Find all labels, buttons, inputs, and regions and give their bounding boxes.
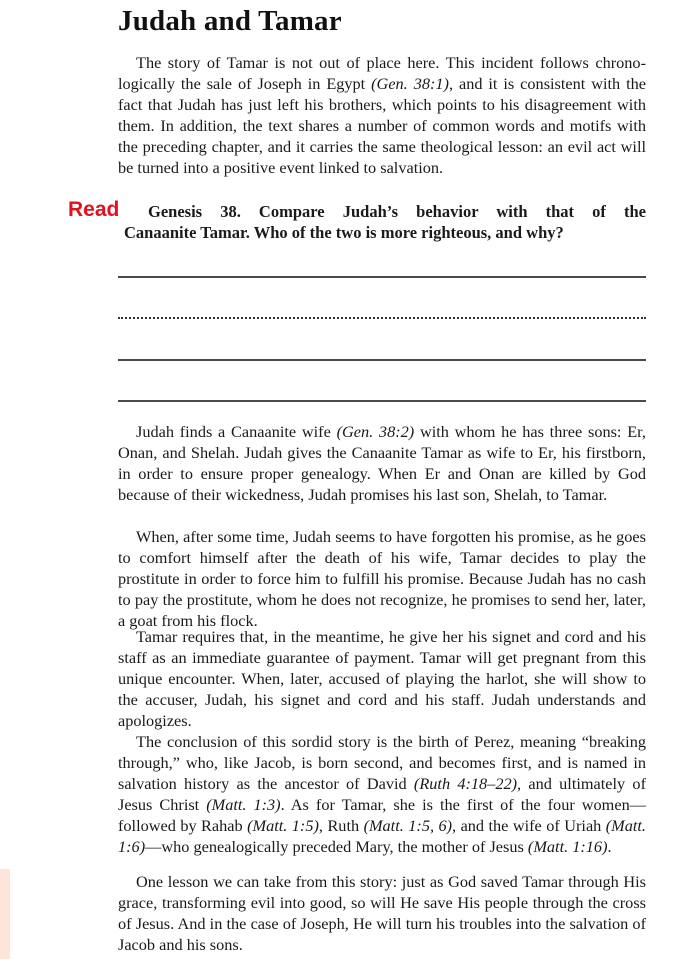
body-paragraph — [118, 626, 646, 731]
scripture-reference: (Ruth 4:18–22) — [413, 774, 518, 793]
margin-color-bar — [0, 869, 10, 959]
answer-line[interactable] — [118, 359, 646, 361]
body-text: Judah finds a Canaanite wife — [136, 422, 337, 441]
body-text: . As for Tamar, she is the first of the four women—followed by Rahab — [118, 795, 646, 835]
intro-text: The story of Tamar is not out of place here. This incident follows chrono-logically the sale of Joseph in Egypt — [118, 53, 646, 93]
intro-paragraph — [118, 52, 646, 178]
body-text: with whom he has three sons: Er, Onan, and Shelah. Judah gives the Canaanite Tamar as wife to Er, his firstborn, in order to ensure proper genealogy. When Er and Onan are killed by God because of their wickedness, Judah promises his last son, Shelah, to Tamar. — [118, 422, 646, 504]
read-label: Read — [68, 198, 120, 221]
body-paragraph — [118, 871, 646, 955]
answer-line[interactable] — [118, 317, 646, 319]
scripture-reference: (Matt. 1:3) — [206, 795, 281, 814]
body-paragraph — [118, 526, 646, 631]
body-paragraph — [118, 421, 646, 505]
scripture-reference: (Gen. 38:2) — [336, 422, 415, 441]
scripture-reference: (Matt. 1:5) — [247, 816, 319, 835]
read-question — [124, 201, 646, 243]
answer-line[interactable] — [118, 276, 646, 278]
scripture-reference: (Matt. 1:6) — [118, 816, 647, 856]
answer-line[interactable] — [118, 400, 646, 402]
body-paragraph — [118, 731, 646, 857]
body-text: , Ruth — [318, 816, 364, 835]
body-text: One lesson we can take from this story: just as God saved Tamar through His grace, transforming evil into good, so will He save His people through the cross of Jesus. And in the case of Joseph, He will turn his troubles into the salvation of Jacob and his sons. — [118, 872, 646, 954]
read-question-line-2: Canaanite Tamar. Who of the two is more righteous, and why? — [124, 223, 564, 242]
body-text: When, after some time, Judah seems to have forgotten his promise, as he goes to comfort himself after the death of his wife, Tamar decides to play the prostitute in order to force him to fulfill his promise. Because Judah has no cash to pay the prostitute, whom he does not recognize, he promises to send her, later, a goat from his flock. — [118, 527, 646, 630]
scripture-reference: (Matt. 1:5, 6) — [363, 816, 453, 835]
scripture-reference: (Matt. 1:16) — [527, 837, 608, 856]
body-text: , and the wife of Uriah — [452, 816, 606, 835]
scripture-reference: (Gen. 38:1) — [371, 74, 449, 93]
body-text: Tamar requires that, in the meantime, he give her his signet and cord and his staff as an immediate guarantee of payment. Tamar will get pregnant from this unique encounter. When, later, accused of playing the harlot, she will show to the accuser, Judah, his signet and cord and his staff. Judah understands and apologizes. — [118, 627, 646, 730]
read-question-line-1: Genesis 38. Compare Judah’s behavior with that of the — [148, 202, 646, 221]
body-text: —who genealogically preceded Mary, the mother of Jesus — [145, 837, 528, 856]
intro-text: , and it is consistent with the fact that Judah has just left his brothers, which points to his disagreement with them. In addition, the text shares a number of common words and motifs with the preceding chapter, and it carries the same theological lesson: an evil act will be turned into a positive event linked to salvation. — [118, 74, 647, 177]
body-text: The conclusion of this sordid story is the birth of Perez, meaning “breaking through,” who, like Jacob, is born second, and becomes first, and is named in salvation history as the ancestor of David — [118, 732, 646, 793]
body-text: . — [607, 837, 612, 856]
page-title: Judah and Tamar — [118, 5, 342, 37]
body-text: , and ultimately of Jesus Christ — [118, 774, 646, 814]
